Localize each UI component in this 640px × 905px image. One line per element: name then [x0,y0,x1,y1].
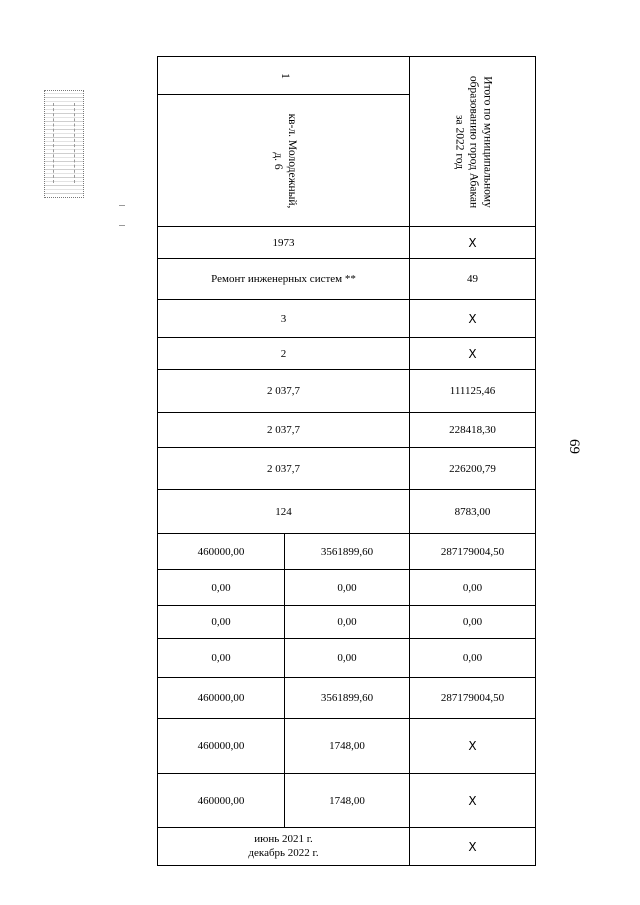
table-row [158,639,536,678]
table-cell: 0,00 [410,606,536,639]
table-cell: 0,00 [285,639,410,678]
table-cell: 228418,30 [410,413,536,448]
table-cell: 460000,00 [158,719,285,774]
table-cell: 226200,79 [410,448,536,490]
stamp-mark [44,90,84,198]
table-row [158,227,536,259]
table-row [158,259,536,300]
table-row [158,606,536,639]
table-cell: 3561899,60 [285,534,410,570]
table-cell: 0,00 [410,570,536,606]
data-table [157,56,536,866]
table-cell: 3 [158,300,410,338]
table-cell: Х [410,338,536,370]
table-cell: 287179004,50 [410,534,536,570]
table-cell: Х [410,300,536,338]
schedule-cell: июнь 2021 г. декабрь 2022 г. [158,828,410,866]
table-cell: Х [410,774,536,828]
table-cell: 0,00 [285,570,410,606]
table-cell: 124 [158,490,410,534]
table-cell: 2 [158,338,410,370]
page-number: 69 [566,439,582,454]
table-cell: 1973 [158,227,410,259]
table-cell: 111125,46 [410,370,536,413]
table-row [158,57,536,95]
table-cell: 2 037,7 [158,413,410,448]
table-cell: 0,00 [285,606,410,639]
table-cell: 3561899,60 [285,678,410,719]
table-cell: Ремонт инженерных систем ** [158,259,410,300]
table-row [158,490,536,534]
table-cell: 1748,00 [285,719,410,774]
table-row [158,448,536,490]
table-cell: 0,00 [158,639,285,678]
table-cell: 0,00 [410,639,536,678]
table-row [158,774,536,828]
table-cell: 287179004,50 [410,678,536,719]
margin-tick [119,205,125,206]
total-header-cell: Итого по муниципальному образованию город Абакан за 2022 год [410,57,536,227]
table-row [158,828,536,866]
table-cell: 460000,00 [158,534,285,570]
table-cell: 460000,00 [158,774,285,828]
table-cell: 8783,00 [410,490,536,534]
table-row [158,338,536,370]
table-cell: 2 037,7 [158,370,410,413]
table-cell: 2 037,7 [158,448,410,490]
table-row [158,719,536,774]
margin-tick [119,225,125,226]
table-cell: Х [410,828,536,866]
table-row [158,413,536,448]
table-cell: 0,00 [158,570,285,606]
table-cell: 49 [410,259,536,300]
table-row [158,534,536,570]
table-cell: 0,00 [158,606,285,639]
table-row [158,370,536,413]
table-row [158,570,536,606]
table-row [158,300,536,338]
table-row [158,678,536,719]
table-cell: 460000,00 [158,678,285,719]
table-cell: 1748,00 [285,774,410,828]
table-cell: Х [410,719,536,774]
table-cell: Х [410,227,536,259]
address-header-cell: кв-л. Молодежный, д. 6 [158,95,410,227]
column-number-cell: 1 [158,57,410,95]
